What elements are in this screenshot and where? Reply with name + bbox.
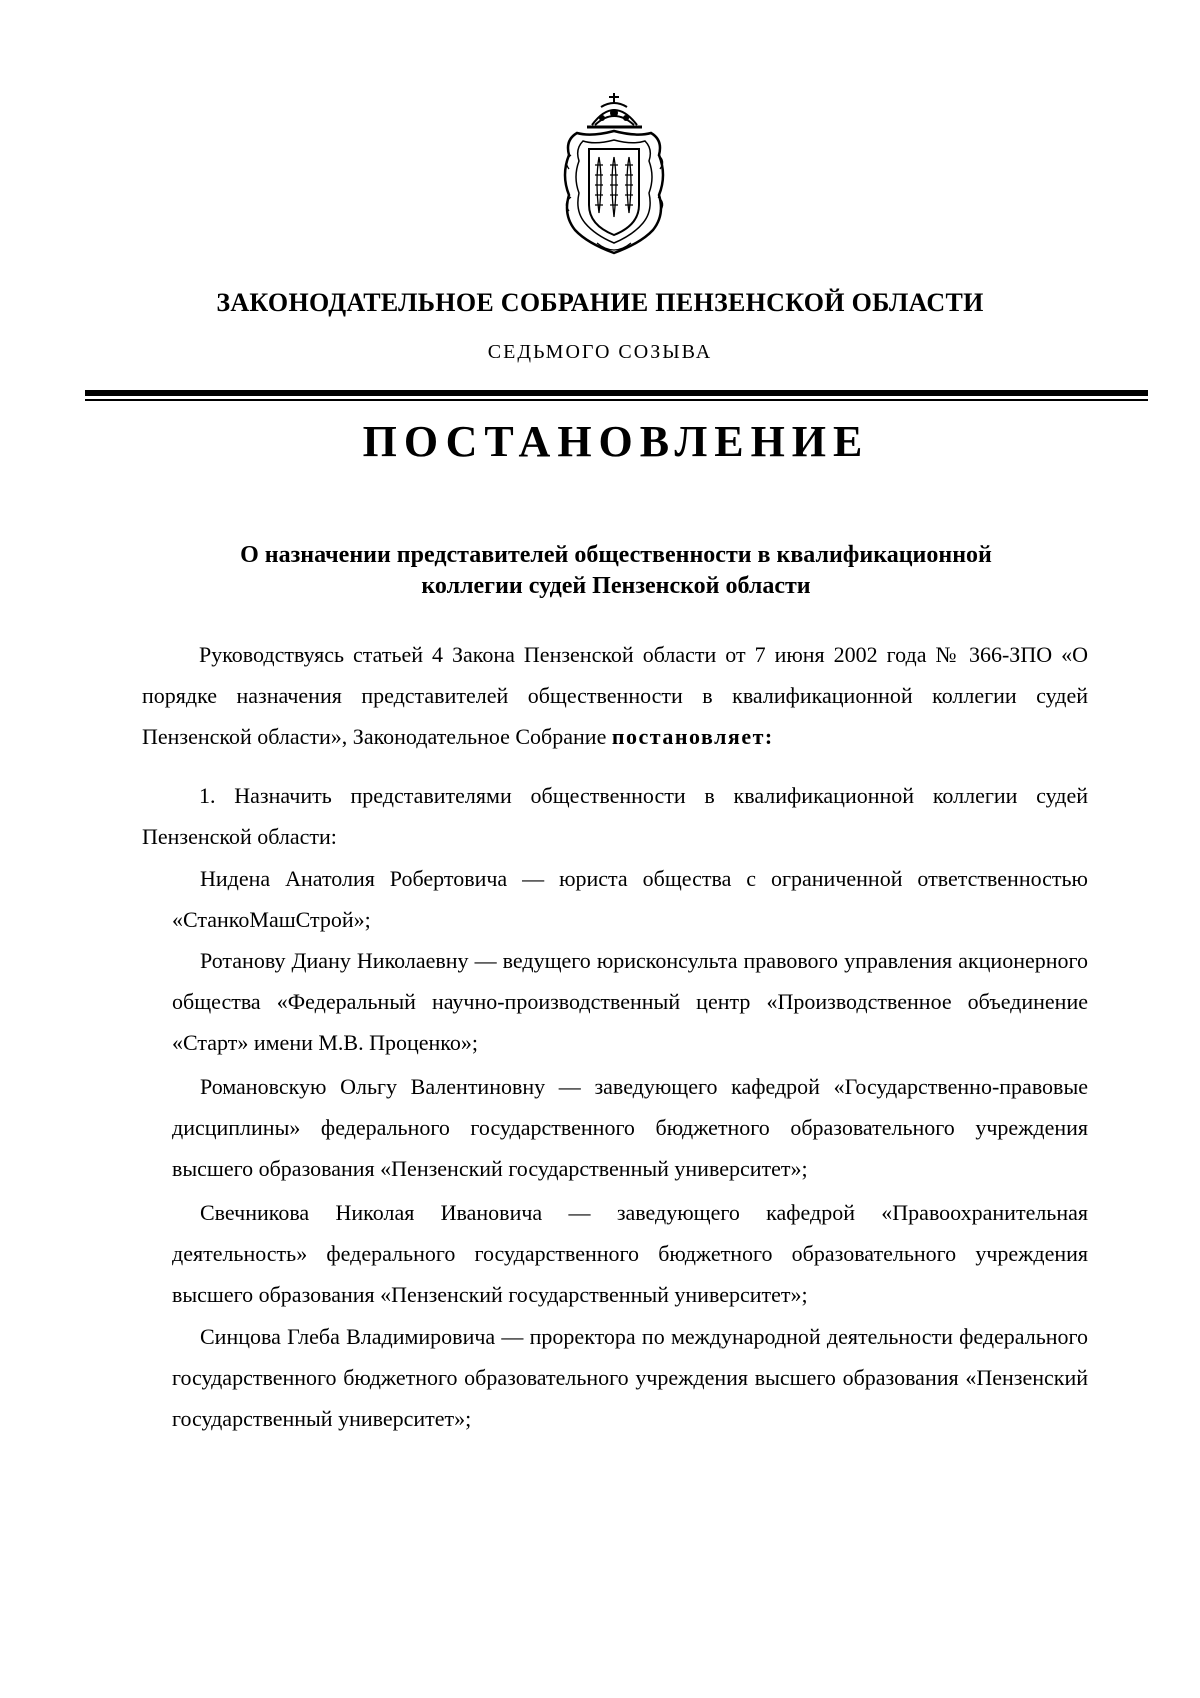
subject-line-1: О назначении представителей общественности в квалификационной [240,542,992,568]
appointee-paragraph: Нидена Анатолия Робертовича — юриста общества с ограниченной ответственностью «СтанкоМашСтрой»; [172,866,1088,932]
item-1-paragraph: 1. Назначить представителями общественности в квалификационной коллегии судей Пензенской области: [142,783,1088,849]
header-divider-thin [85,399,1148,401]
organization-title: ЗАКОНОДАТЕЛЬНОЕ СОБРАНИЕ ПЕНЗЕНСКОЙ ОБЛАСТИ [216,288,984,317]
convocation-label: СЕДЬМОГО СОЗЫВА [487,341,713,363]
coat-of-arms-icon [557,85,672,260]
document-subject [130,540,1102,602]
resolves-word: постановляет: [611,724,774,749]
appointee-paragraph: Свечникова Николая Ивановича — заведующего кафедрой «Правоохранительная деятельность» федерального государственного бюджетного образовательного учреждения высшего образования «Пензенский государственный университет»; [172,1200,1088,1307]
appointee-paragraph: Романовскую Ольгу Валентиновну — заведующего кафедрой «Государственно-правовые дисциплины» федерального государственного бюджетного образовательного учреждения высшего образования «Пензенский государственный университет»; [172,1074,1088,1181]
document-type-title: ПОСТАНОВЛЕНИЕ [362,417,870,466]
preamble-paragraph [142,634,1088,757]
preamble-text: Руководствуясь статьей 4 Закона Пензенской области от 7 июня 2002 года № 366-ЗПО «О порядке назначения представителей общественности в квалификационной коллегии судей Пензенской области», Законодательное Собрание [142,642,1088,749]
appointee-paragraph: Ротанову Диану Николаевну — ведущего юрисконсульта правового управления акционерного общества «Федеральный научно-производственный центр «Производственное объединение «Старт» имени М.В. Проценко»; [172,948,1088,1055]
header-divider-thick [85,390,1148,396]
appointee-paragraph: Синцова Глеба Владимировича — проректора по международной деятельности федерального государственного бюджетного образовательного учреждения высшего образования «Пензенский государственный университет»; [172,1324,1088,1431]
subject-line-2: коллегии судей Пензенской области [421,573,811,599]
